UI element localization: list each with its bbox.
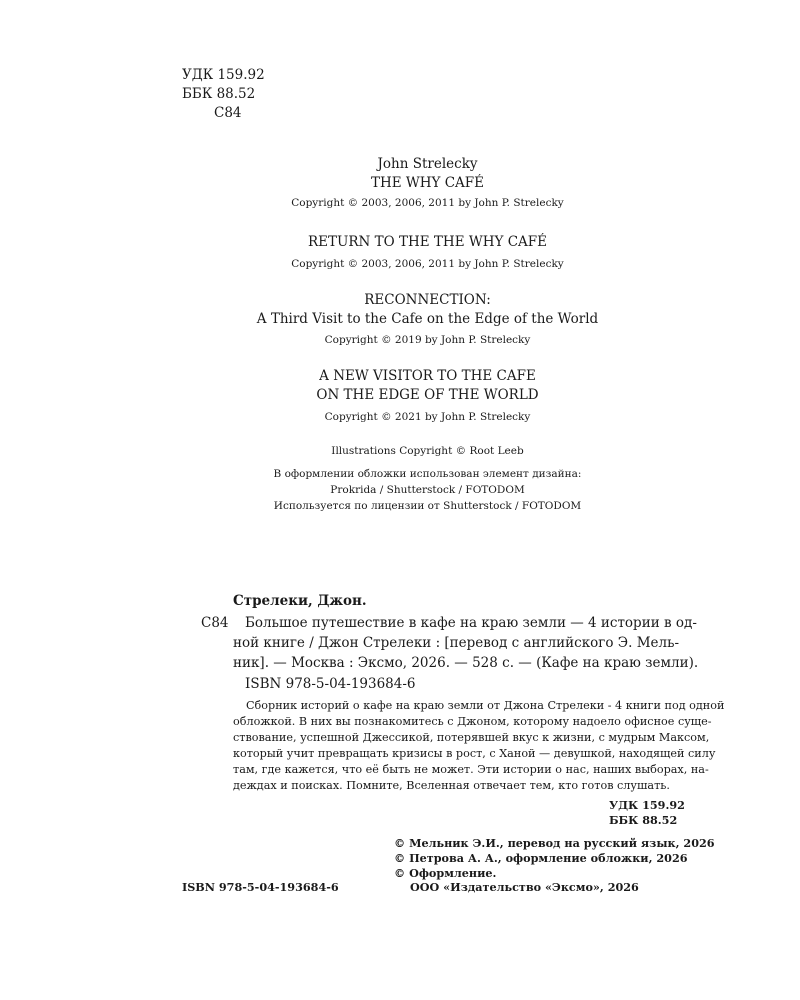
bbk-index-bottom: ББК 88.52 — [609, 813, 678, 827]
original-title-3a: RECONNECTION: — [364, 292, 491, 308]
copyright-cover: © Петрова А. А., оформление обложки, 2026 — [394, 851, 688, 865]
copyright-line-4: Copyright © 2021 by John P. Strelecky — [324, 411, 531, 423]
bib-line-2: ной книге / Джон Стрелеки : [перевод с английского Э. Мель- — [233, 635, 680, 651]
annotation-line-5: там, где кажется, что её быть не может. Эти истории о нас, наших выборах, на- — [233, 763, 709, 776]
annotation-line-4: который учит превращать кризисы в рост, с Ханой — девушкой, находящей силу — [233, 747, 716, 760]
footer-isbn: ISBN 978-5-04-193684-6 — [182, 880, 339, 894]
copyright-design: © Оформление. — [394, 866, 497, 880]
author-sign: С84 — [214, 105, 242, 121]
annotation-line-3: ствование, успешной Джессикой, потерявшей вкус к жизни, с мудрым Максом, — [233, 731, 710, 744]
original-title-2: RETURN TO THE THE WHY CAFÉ — [307, 234, 548, 250]
rights-block-4 — [0, 367, 800, 405]
original-title-4b: ON THE EDGE OF THE WORLD — [316, 387, 539, 403]
bib-author: Стрелеки, Джон. — [233, 593, 367, 609]
cover-credit-line-2: Prokrida / Shutterstock / FOTODOM — [330, 484, 525, 496]
bib-line-1: Большое путешествие в кафе на краю земли — 4 истории в од- — [245, 615, 697, 631]
bbk-index: ББК 88.52 — [182, 86, 256, 102]
cover-credit-line-3: Используется по лицензии от Shutterstock / FOTODOM — [273, 500, 582, 512]
cover-credit-line-1: В оформлении обложки использован элемент дизайна: — [273, 468, 582, 480]
original-title-1: THE WHY CAFÉ — [370, 175, 485, 191]
illustrations-credit: Illustrations Copyright © Root Leeb — [331, 445, 524, 457]
rights-block-3 — [0, 291, 800, 329]
copyright-line-1: Copyright © 2003, 2006, 2011 by John P. Strelecky — [291, 197, 564, 209]
annotation-line-6: деждах и поисках. Помните, Вселенная отвечает тем, кто готов слушать. — [233, 779, 670, 792]
copyright-publisher: ООО «Издательство «Эксмо», 2026 — [410, 880, 639, 894]
copyright-translation: © Мельник Э.И., перевод на русский язык, 2026 — [394, 836, 715, 850]
original-title-3b: A Third Visit to the Cafe on the Edge of the World — [256, 311, 599, 327]
cover-credits — [0, 466, 800, 514]
bib-sign: С84 — [201, 615, 229, 631]
bib-line-3: ник]. — Москва : Эксмо, 2026. — 528 с. — (Кафе на краю земли). — [233, 655, 699, 671]
original-author: John Strelecky — [377, 156, 478, 172]
copyright-line-2: Copyright © 2003, 2006, 2011 by John P. Strelecky — [291, 258, 564, 270]
bib-isbn: ISBN 978-5-04-193684-6 — [245, 676, 416, 692]
annotation-line-2: обложкой. В них вы познакомитесь с Джоном, которому надоело офисное суще- — [233, 715, 712, 728]
rights-block-1 — [0, 155, 800, 193]
udk-index: УДК 159.92 — [182, 67, 265, 83]
annotation-line-1: Сборник историй о кафе на краю земли от Джона Стрелеки - 4 книги под одной — [246, 699, 725, 712]
original-title-4a: A NEW VISITOR TO THE CAFE — [319, 368, 536, 384]
udk-index-bottom: УДК 159.92 — [609, 798, 685, 812]
copyright-line-3: Copyright © 2019 by John P. Strelecky — [324, 334, 531, 346]
